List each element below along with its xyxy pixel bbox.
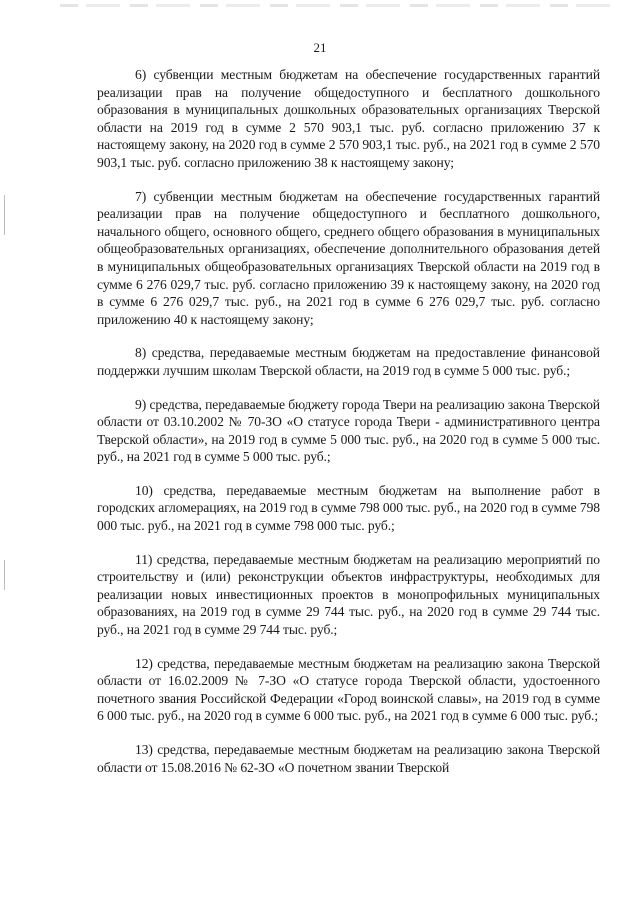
list-item-text: средства, передаваемые местным бюджетам на выполнение работ в городских агломерациях, на 2019 год в сумме 798 000 тыс. руб., на 2020 год в сумме 798 000 тыс. руб., на 2021 год в сумме 798 000 тыс. руб.; — [97, 482, 600, 534]
list-item-text: средства, передаваемые местным бюджетам на реализацию мероприятий по строительству и (или) реконструкции объектов инфраструктуры, необходимых для реализации новых инвестиционных проектов в монопрофильных муниципальных образованиях, на 2019 год в сумме 29 744 тыс. руб., на 2020 год в сумме 29 744 тыс. руб., на 2021 год в сумме 29 744 тыс. руб.; — [97, 551, 600, 638]
list-item — [97, 741, 600, 776]
list-item — [97, 66, 600, 172]
list-item-number: 13) — [135, 742, 153, 757]
list-item — [97, 188, 600, 329]
list-item-number: 6) — [135, 67, 147, 82]
list-item-text: средства, передаваемые местным бюджетам на реализацию закона Тверской области от 15.08.2016 № 62-ЗО «О почетном звании Тверской — [97, 742, 600, 775]
list-item — [97, 396, 600, 466]
list-item-text: средства, передаваемые бюджету города Твери на реализацию закона Тверской области от 03.10.2002 № 70-ЗО «О статусе города Твери - административного центра Тверской области», на 2019 год в сумме 5 000 тыс. руб., на 2020 год в сумме 5 000 тыс. руб., на 2021 год в сумме 5 000 тыс. руб.; — [97, 396, 600, 465]
document-body — [97, 66, 600, 792]
scan-artifact-left — [4, 195, 5, 235]
list-item-text: субвенции местным бюджетам на обеспечение государственных гарантий реализации прав на получение общедоступного и бесплатного дошкольного образования в муниципальных дошкольных образовательных организациях Тверской области на 2019 год в сумме 2 570 903,1 тыс. руб. согласно приложению 37 к настоящему закону, на 2020 год в сумме 2 570 903,1 тыс. руб., на 2021 год в сумме 2 570 903,1 тыс. руб. согласно приложению 38 к настоящему закону; — [97, 67, 600, 170]
list-item-text: субвенции местным бюджетам на обеспечение государственных гарантий реализации прав на получение общедоступного и бесплатного дошкольного, начального общего, основного общего, среднего общего образования в муниципальных общеобразовательных организациях, обеспечение дополнительного образования детей в муниципальных общеобразовательных организациях Тверской области на 2019 год в сумме 6 276 029,7 тыс. руб. согласно приложению 39 к настоящему закону, на 2020 год в сумме 6 276 029,7 тыс. руб., на 2021 год в сумме 6 276 029,7 тыс. руб. согласно приложению 40 к настоящему закону; — [97, 188, 600, 327]
list-item — [97, 344, 600, 379]
list-item-number: 7) — [135, 188, 147, 204]
scan-artifact-left — [4, 560, 5, 590]
list-item-number: 12) — [135, 655, 153, 671]
list-item-number: 10) — [135, 482, 153, 498]
list-item — [97, 482, 600, 535]
list-item — [97, 551, 600, 639]
list-item-number: 8) — [135, 345, 147, 361]
list-item-number: 9) — [135, 396, 147, 412]
page-number: 21 — [313, 40, 327, 55]
scan-artifact-top — [60, 4, 620, 7]
list-item-text: средства, передаваемые местным бюджетам на реализацию закона Тверской области от 16.02.2009 № 7-ЗО «О статусе города Тверской области, удостоенного почетного звания Российской Федерации «Город воинской славы», на 2019 год в сумме 6 000 тыс. руб., на 2020 год в сумме 6 000 тыс. руб., на 2021 год в сумме 6 000 тыс. руб.; — [97, 655, 600, 724]
list-item — [97, 655, 600, 725]
list-item-text: средства, передаваемые местным бюджетам на предоставление финансовой поддержки лучшим школам Тверской области, на 2019 год в сумме 5 000 тыс. руб.; — [97, 345, 600, 378]
list-item-number: 11) — [135, 551, 153, 567]
